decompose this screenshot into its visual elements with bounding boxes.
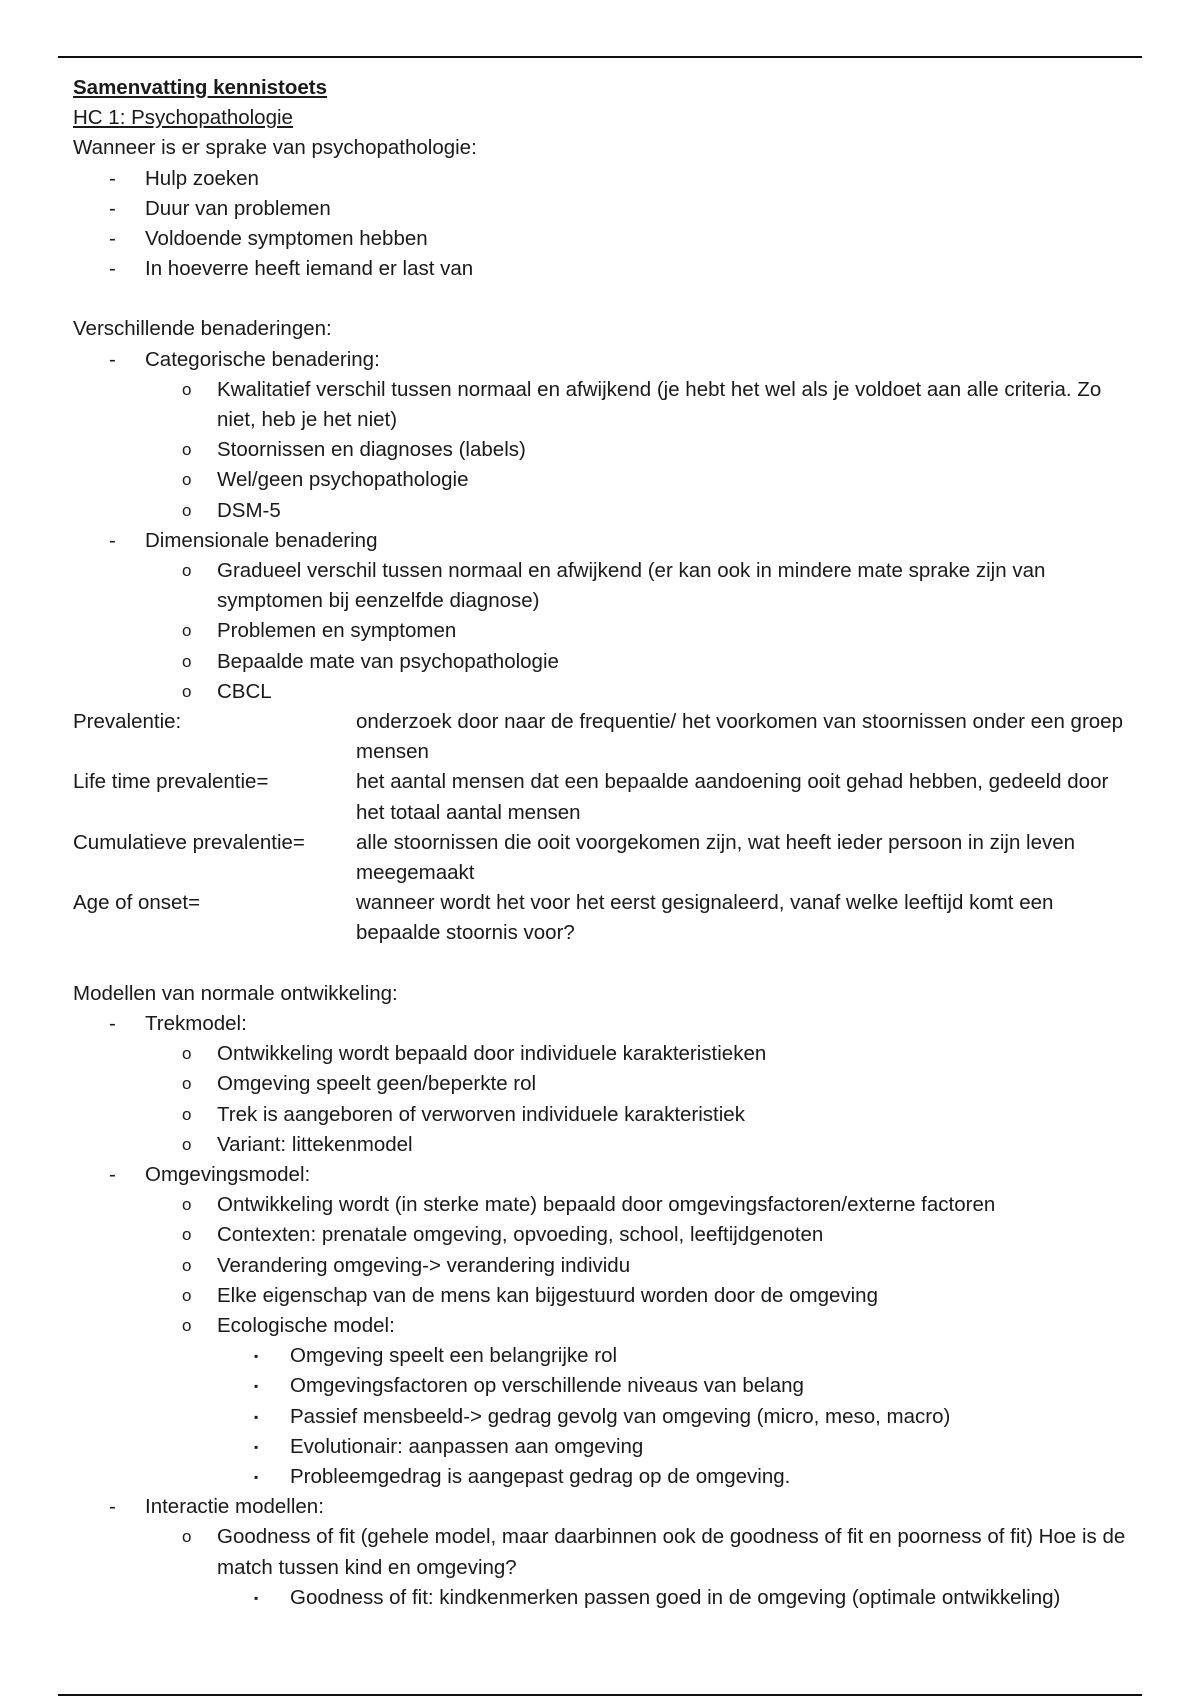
sub-list-item: o Trek is aangeboren of verworven individuele karakteristiek [73,1100,1133,1130]
section-heading-benaderingen: Verschillende benaderingen: [73,317,332,341]
circle-bullet: o [182,1195,192,1215]
sub-list-item: o Problemen en symptomen [73,616,1133,646]
sub-list-item: o Ontwikkeling wordt (in sterke mate) bepaald door omgevingsfactoren/externe factoren [73,1190,1133,1220]
sub-list-item: o Ecologische model: [73,1311,1133,1341]
definition-term: Life time prevalentie= [73,770,269,794]
circle-bullet: o [182,1074,192,1094]
sub-list-item: o Variant: littekenmodel [73,1130,1133,1160]
square-bullet: ▪ [254,1409,259,1424]
dash-bullet: - [109,257,116,281]
dash-bullet: - [109,528,116,552]
sub-list-item: o Elke eigenschap van de mens kan bijgestuurd worden door de omgeving [73,1281,1133,1311]
circle-bullet: o [182,561,192,581]
definition-text: onderzoek door naar de frequentie/ het voorkomen van stoornissen onder een groep mensen [356,710,1123,764]
square-bullet: ▪ [254,1439,259,1454]
definition-text: het aantal mensen dat een bepaalde aandoening ooit gehad hebben, gedeeld door het totaal aantal mensen [356,770,1109,824]
circle-bullet: o [182,1527,192,1547]
sub-list-item: o Stoornissen en diagnoses (labels) [73,435,1133,465]
circle-bullet: o [182,440,192,460]
sub-list-item: o Contexten: prenatale omgeving, opvoeding, school, leeftijdgenoten [73,1220,1133,1250]
list-item: - Duur van problemen [73,194,1133,224]
sub-list-item: o Omgeving speelt geen/beperkte rol [73,1069,1133,1099]
square-bullet: ▪ [254,1349,259,1364]
dash-bullet: - [109,166,116,190]
header-rule [58,56,1142,58]
circle-bullet: o [182,500,192,520]
circle-bullet: o [182,1315,192,1335]
definition-text: wanneer wordt het voor het eerst gesignaleerd, vanaf welke leeftijd komt een bepaalde stoornis voor? [356,891,1054,945]
circle-bullet: o [182,681,192,701]
sub-list-item: o DSM-5 [73,496,1133,526]
nested-list-item: ▪ Evolutionair: aanpassen aan omgeving [73,1432,1133,1462]
square-bullet: ▪ [254,1379,259,1394]
list-item: - Dimensionale benadering [73,526,1133,556]
list-item: - Voldoende symptomen hebben [73,224,1133,254]
dash-bullet: - [109,347,116,371]
dash-bullet: - [109,1011,116,1035]
section-heading-psychopathologie: Wanneer is er sprake van psychopathologie: [73,136,477,160]
definition-term: Cumulatieve prevalentie= [73,830,305,854]
dash-bullet: - [109,1162,116,1186]
list-item: - Trekmodel: [73,1009,1133,1039]
square-bullet: ▪ [254,1469,259,1484]
sub-list-item: o Ontwikkeling wordt bepaald door individuele karakteristieken [73,1039,1133,1069]
sub-list-item: o Goodness of fit (gehele model, maar daarbinnen ook de goodness of fit en poorness of fit) Hoe is de match tussen kind en omgeving? [73,1522,1133,1582]
dash-bullet: - [109,1495,116,1519]
sub-list-item: o Gradueel verschil tussen normaal en afwijkend (er kan ook in mindere mate sprake zijn van symptomen bij eenzelfde diagnose) [73,556,1133,616]
definition-term: Age of onset= [73,891,201,915]
circle-bullet: o [182,1134,192,1154]
sub-list-item: o Bepaalde mate van psychopathologie [73,647,1133,677]
definition-text: alle stoornissen die ooit voorgekomen zijn, wat heeft ieder persoon in zijn leven meegemaakt [356,830,1076,885]
dash-bullet: - [109,196,116,220]
circle-bullet: o [182,1044,192,1064]
circle-bullet: o [182,1104,192,1124]
document-page [73,73,1133,1613]
footer-rule [58,1694,1142,1696]
circle-bullet: o [182,1285,192,1305]
circle-bullet: o [182,379,192,399]
list-item: - Interactie modellen: [73,1492,1133,1522]
list-item: - Categorische benadering: [73,345,1133,375]
nested-list-item: ▪ Omgeving speelt een belangrijke rol [73,1341,1133,1371]
document-title: Samenvatting kennistoets [73,76,328,99]
circle-bullet: o [182,621,192,641]
list-item: - In hoeverre heeft iemand er last van [73,254,1133,284]
sub-list-item: o Verandering omgeving-> verandering individu [73,1251,1133,1281]
circle-bullet: o [182,470,192,490]
sub-list-item: o CBCL [73,677,1133,707]
circle-bullet: o [182,1255,192,1275]
sub-list-item: o Kwalitatief verschil tussen normaal en afwijkend (je hebt het wel als je voldoet aan alle criteria. Zo niet, heb je het niet) [73,375,1133,435]
nested-list-item: ▪ Goodness of fit: kindkenmerken passen goed in de omgeving (optimale ontwikkeling) [73,1583,1133,1613]
definition-list [73,707,1133,949]
square-bullet: ▪ [254,1590,259,1605]
nested-list-item: ▪ Probleemgedrag is aangepast gedrag op de omgeving. [73,1462,1133,1492]
definition-term: Prevalentie: [73,710,182,734]
sub-list-item: o Wel/geen psychopathologie [73,465,1133,495]
spacer [73,284,1133,314]
nested-list-item: ▪ Omgevingsfactoren op verschillende niveaus van belang [73,1371,1133,1401]
list-item: - Omgevingsmodel: [73,1160,1133,1190]
section-heading-modellen: Modellen van normale ontwikkeling: [73,981,398,1005]
circle-bullet: o [182,1225,192,1245]
spacer [73,949,1133,979]
lecture-heading: HC 1: Psychopathologie [73,106,293,130]
dash-bullet: - [109,227,116,251]
list-item: - Hulp zoeken [73,164,1133,194]
circle-bullet: o [182,651,192,671]
nested-list-item: ▪ Passief mensbeeld-> gedrag gevolg van omgeving (micro, meso, macro) [73,1402,1133,1432]
